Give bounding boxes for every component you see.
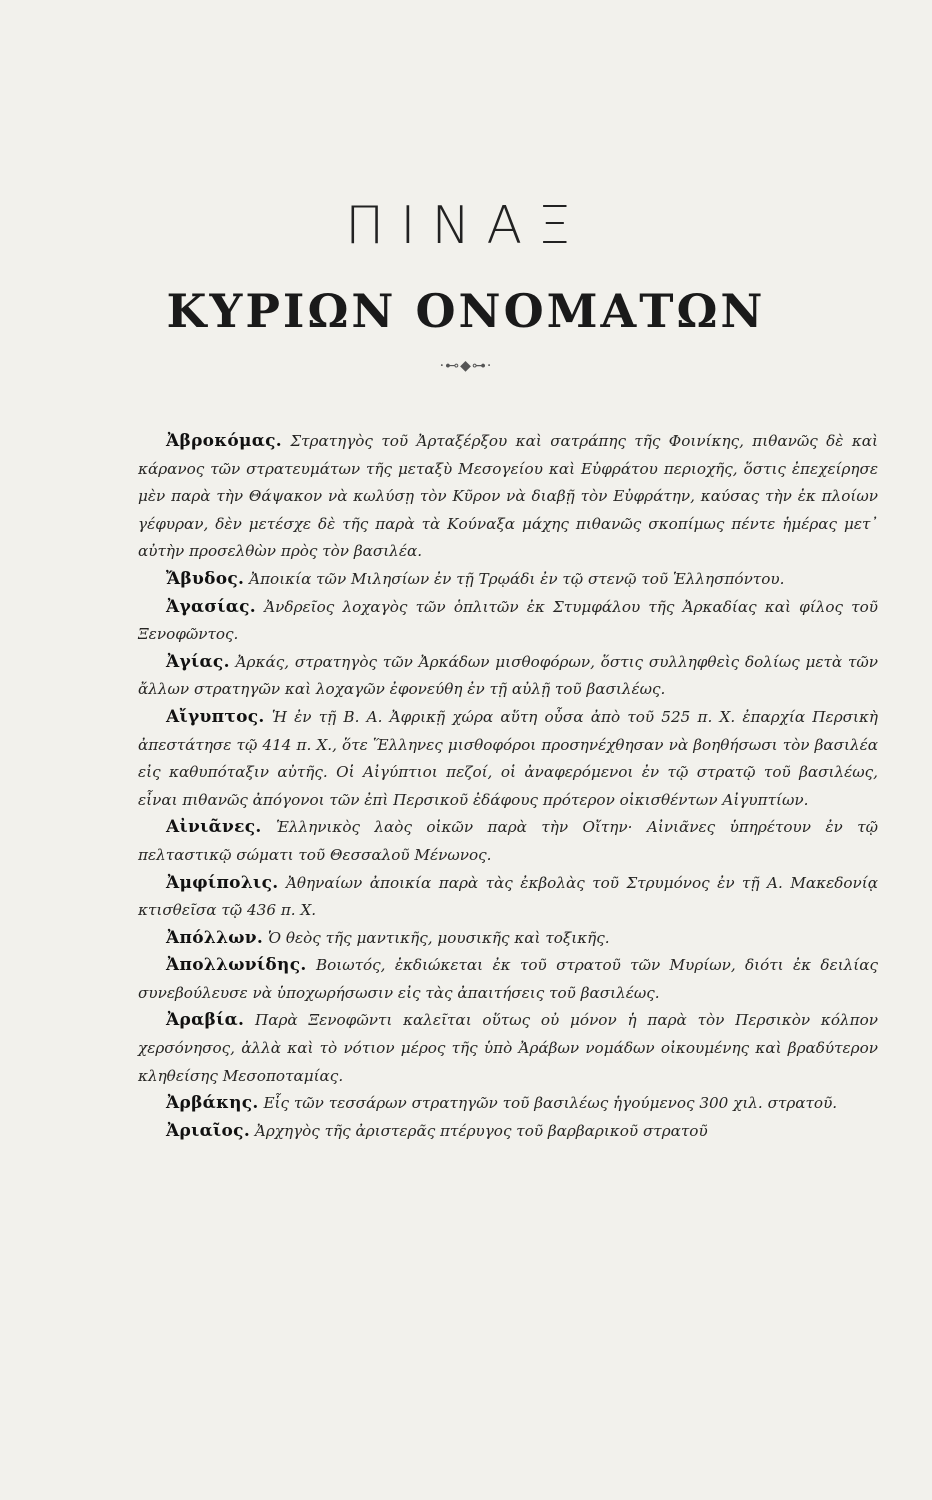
entry-text: Ὁ θεὸς τῆς μαντικῆς, μουσικῆς καὶ τοξικῆς. bbox=[267, 928, 610, 947]
entry-headword: Ἀρβάκης. bbox=[166, 1093, 259, 1114]
entry-headword: Αἰνιᾶνες. bbox=[166, 817, 262, 838]
index-entry bbox=[138, 649, 878, 704]
entry-text: Ἑλληνικὸς λαὸς οἰκῶν παρὰ τὴν Οἴτην· Αἰνιᾶνες ὑπηρέτουν ἐν τῷ πελταστικῷ σώματι τοῦ Θεσσαλοῦ Μένωνος. bbox=[138, 818, 879, 864]
ornament-divider: ·⊷◆⊶· bbox=[439, 358, 493, 374]
entry-text: Παρὰ Ξενοφῶντι καλεῖται οὕτως οὐ μόνον ἡ παρὰ τὸν Περσικὸν κόλπον χερσόνησος, ἀλλὰ καὶ τὸ νότιον μέρος τῆς ὑπὸ Ἀράβων νομάδων οἰκουμένης καὶ βραδύτερον κληθείσης Μεσοποταμίας. bbox=[138, 1011, 878, 1085]
entry-text: Ἀρχηγὸς τῆς ἀριστερᾶς πτέρυγος τοῦ βαρβαρικοῦ στρατοῦ bbox=[254, 1121, 708, 1140]
entry-headword: Ἀβροκόμας. bbox=[166, 431, 282, 451]
entry-text: Ἡ ἐν τῇ Β. Α. Ἀφρικῇ χώρα αὕτη οὖσα ἀπὸ τοῦ 525 π. Χ. ἐπαρχία Περσικὴ ἀπεστάτησε τῷ 414 π. Χ., ὅτε Ἕλληνες μισθοφόροι προσηνέχθησαν νὰ βοηθήσωσι τὸν βασιλέα εἰς καθυπόταξιν αὐτῆς. Οἱ Αἰγύπτιοι πεζοί, οἱ ἀναφερόμενοι ἐν τῷ στρατῷ τοῦ βασιλέως, εἶναι πιθανῶς ἀπόγονοι τῶν ἐπὶ Περσικοῦ ἐδάφους πρότερον οἰκισθέντων Αἰγυπτίων. bbox=[138, 707, 879, 809]
entry-text: Ἀθηναίων ἀποικία παρὰ τὰς ἐκβολὰς τοῦ Στρυμόνος ἐν τῇ Α. Μακεδονίᾳ κτισθεῖσα τῷ 436 π. Χ. bbox=[138, 873, 878, 920]
entry-text: Βοιωτός, ἐκδιώκεται ἐκ τοῦ στρατοῦ τῶν Μυρίων, διότι ἐκ δειλίας συνεβούλευσε νὰ ὑποχωρήσωσιν εἰς τὰς ἀπαιτήσεις τοῦ βασιλέως. bbox=[138, 956, 879, 1002]
entry-headword: Ἀπόλλων. bbox=[166, 927, 264, 948]
entry-headword: Αἴγυπτος. bbox=[166, 706, 265, 727]
entry-headword: Ἀγασίας. bbox=[166, 596, 257, 617]
index-entry bbox=[138, 814, 878, 869]
entry-text: Ἀποικία τῶν Μιλησίων ἐν τῇ Τρῳάδι ἐν τῷ στενῷ τοῦ Ἑλλησπόντου. bbox=[249, 569, 785, 588]
entry-headword: Ἀραβία. bbox=[166, 1010, 245, 1031]
index-entry bbox=[138, 566, 878, 594]
entry-text: Ἀνδρεῖος λοχαγὸς τῶν ὁπλιτῶν ἐκ Στυμφάλου τῆς Ἀρκαδίας καὶ φίλος τοῦ Ξενοφῶντος. bbox=[138, 597, 878, 644]
index-entry bbox=[138, 704, 878, 814]
entry-headword: Ἄβυδος. bbox=[166, 568, 245, 589]
index-entry bbox=[138, 594, 878, 649]
entry-headword: Ἀμφίπολις. bbox=[166, 872, 279, 893]
index-entry bbox=[138, 952, 878, 1007]
entry-text: Ἀρκάς, στρατηγὸς τῶν Ἀρκάδων μισθοφόρων, ὅστις συλληφθεὶς δολίως μετὰ τῶν ἄλλων στρατηγῶν καὶ λοχαγῶν ἐφονεύθη ἐν τῇ αὐλῇ τοῦ βασιλέως. bbox=[138, 652, 878, 699]
index-entry bbox=[138, 1090, 878, 1118]
index-entry bbox=[138, 925, 878, 953]
index-entry bbox=[138, 870, 878, 925]
index-entries bbox=[138, 428, 878, 1145]
page-subtitle: ΚΥΡΙΩΝ ΟΝΟΜΑΤΩΝ bbox=[166, 284, 766, 338]
index-entry bbox=[138, 1118, 878, 1146]
entry-headword: Ἀγίας. bbox=[166, 651, 230, 672]
entry-text: Στρατηγὸς τοῦ Ἀρταξέρξου καὶ σατράπης τῆς Φοινίκης, πιθανῶς δὲ καὶ κάρανος τῶν στρατευμάτων τῆς μεταξὺ Μεσογείου καὶ Εὐφράτου περιοχῆς, ὅστις ἐπεχείρησε μὲν παρὰ τὴν Θάψακον νὰ κωλύσῃ τὸν Κῦρον νὰ διαβῇ τὸν Εὐφράτην, καύσας τὴν ἐκ πλοίων γέφυραν, δὲν μετέσχε δὲ τῆς παρὰ τὰ Κούναξα μάχης πιθανῶς σκοπίμως πέντε ἡμέρας μετ᾽ αὐτὴν προσελθὼν πρὸς τὸν βασιλέα. bbox=[138, 432, 878, 561]
entry-headword: Ἀπολλωνίδης. bbox=[166, 955, 307, 976]
entry-text: Εἷς τῶν τεσσάρων στρατηγῶν τοῦ βασιλέως ἡγούμενος 300 χιλ. στρατοῦ. bbox=[263, 1094, 838, 1113]
page-title: ΠΙΝΑΞ bbox=[345, 196, 587, 256]
entry-headword: Ἀριαῖος. bbox=[166, 1120, 251, 1141]
index-entry bbox=[138, 428, 878, 566]
index-entry bbox=[138, 1007, 878, 1090]
